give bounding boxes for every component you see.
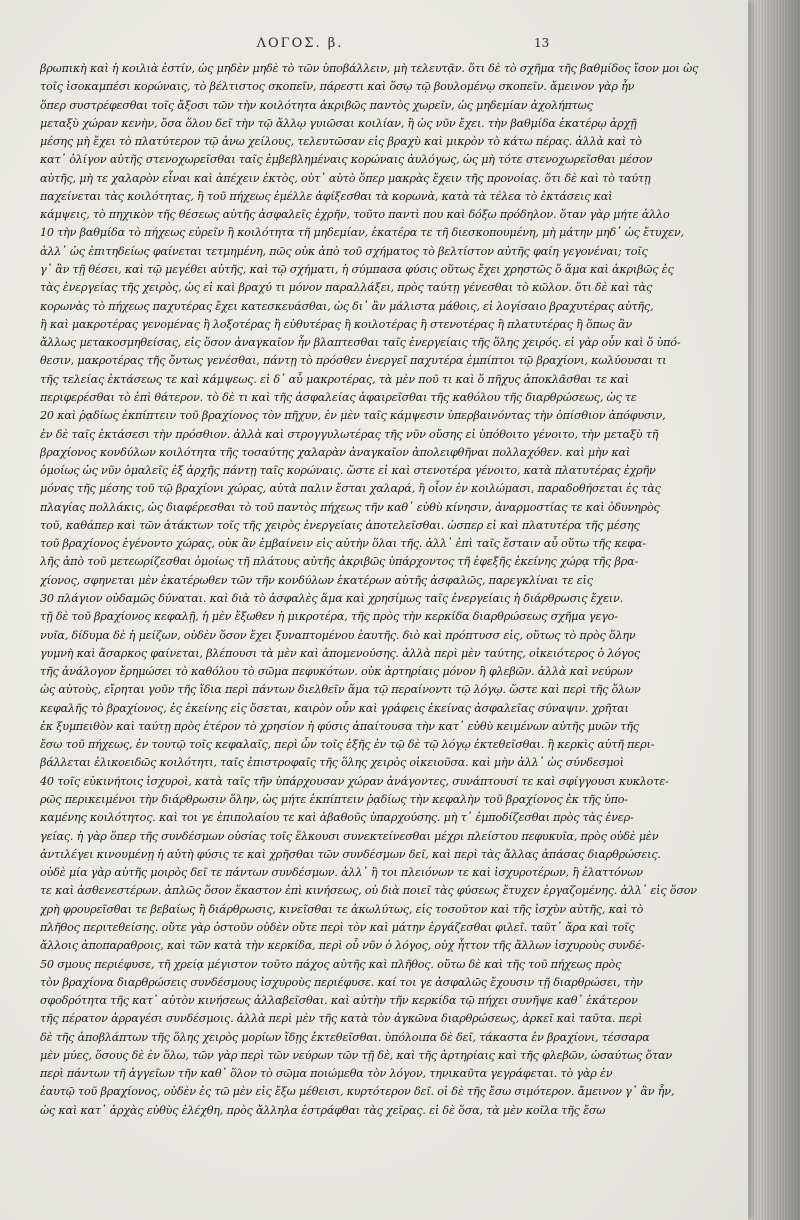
text-line: περὶ πάντων τῆ ἀγγεῖων τῆν καθ᾽ ὅλον τὸ σῶμα ποιώμεθα τὸν λόγον, τηνικαῦτα γεγράφεται. τὸ γὰρ ἐν [40,1067,613,1081]
text-line: τῆς πέρατον ἀρραγέσι συνδέσμοις. ἀλλὰ περὶ μὲν τῆς κατὰ τὸν ἀγκῶνα διαρθρώσεως, ἀρκεῖ καὶ ταῦτα. περὶ [40,1012,643,1026]
text-line: τε καὶ ἀσθενεστέρων. ἀπλῶς ὅσον ἕκαστον ἐπὶ κινήσεως, οὐ διὰ ποιεῖ τὰς φύσεως ἔτυχεν ἐργαζομένης. ἀλλ᾽ εἰς ὅσον [40,884,697,898]
text-line: 10 τὴν βαθμίδα τὸ πήχεως εὐρεῖν ἢ κοιλότητα τῆ μηδεμίαν, ἑκατέρα τε τῆ διεσκοπουμένη, μὴ μάτην μηδ᾽ ὡς ἔτυχεν, [40,226,684,240]
text-block [40,60,740,1120]
text-line: ὁμοίως ὡς νῦν ὁμαλεῖς ἐξ ἀρχῆς πάντῃ ταῖς κορώναις. ὥστε εἰ καὶ στενοτέρα γένοιτο, κατὰ πλατυτέρας ἐχρῆν [40,464,656,478]
text-line: ρῶς περικειμένοι τὴν διάρθρωσιν ὅλην, ὡς μήτε ἐκπίπτειν ῥᾳδίως τὴν κεφαλὴν τοῦ βραχίονος ἐκ τῆς ὑπο- [40,793,628,807]
text-line: ἐκ ξυμπειθὸν καὶ ταύτῃ πρὸς ἑτέρον τὸ χρησίον ἡ φύσις ἀπαίτουσα τὴν κατ᾽ εὐθὺ κειμένων αὐτῆς μυῶν τῆς [40,719,639,733]
text-line: τοῦ, καθάπερ καὶ τῶν ἀτάκτων τοῖς τῆς χειρὸς ἐνεργείαις ἀποτελεῖσθαι. ὡσπερ εἰ καὶ πλατυτέρα τῆς μέσης [40,518,640,532]
text-line: τοῖς ἰσοκαμπέσι κορώναις, τὸ βέλτιστος σκοπεῖν, πάρεστι καὶ ὅσῳ τῷ βουλομένῳ σκοπεῖν. ἄμεινον γὰρ ἦν [40,80,635,94]
text-line: τῆς τελείας ἐκτάσεως τε καὶ κάμψεως. εἰ δ᾽ αὖ μακροτέρας, τὰ μὲν ποῦ τι καὶ ὅ πῆχυς ἀποκλᾶσθαι τε καὶ [40,372,629,386]
text-line: μόνας τῆς μέσης τοῦ τῷ βραχίονι χώρας, αὐτὰ παλιν ἔσται χαλαρά, ἢ οἷον ἐν κοιλώμασι, παραδοθήσεται ἐς τὰς [40,482,661,496]
text-line: 20 καὶ ῥᾳδίως ἐκπίπτειν τοῦ βραχίονος τὸν πῆχυν, ἐν μὲν ταῖς κάμψεσιν ὑπερβαινόντας τὴν ὀπίσθιον ἀπόφυσιν, [40,409,666,423]
text-line: κάμψεις, τὸ πηχικὸν τῆς θέσεως αὐτῆς ἀσφαλεῖς ἐχρῆν, τοῦτο παντὶ που καὶ δόξω πρόδηλον. ὅταν γὰρ μήτε ἀλλο [40,208,670,222]
text-line: ἀλλ᾽ ὡς ἐπιτηδείως φαίνεται τετμημένη, πῶς οὐκ ἀπὸ τοῦ σχήματος τὸ βελτίστον αὐτῆς φαίη γεγονέναι; τοῖς [40,244,648,258]
text-line: γ᾽ ἂν τῇ θέσει, καὶ τῷ μεγέθει αὐτῆς, καὶ τῷ σχήματι, ἡ σύμπασα φύσις οὕτως ἔχει χρηστῶς ὅ ἅμα καὶ ἀκριβῶς ἐς [40,263,674,277]
text-line: χίονος, σφηνεται μὲν ἐκατέρωθεν τῶν τῆν κονδύλων ἑκατέρων αὐτῆς ἀσφαλῶς, παρεγκλίναι τε εἰς [40,573,593,587]
text-line: θεσιν, μακροτέρας τῆς ὄντως γενέσθαι, πάντῃ τὸ πρόσθεν ἐνεργεῖ παχυτέρα ἐμπίπτοι τῷ βραχίονι, κωλύουσαι τι [40,354,667,368]
text-line: περιφερέσθαι τὸ ἐπὶ θάτερον. τὸ δὲ τι καὶ τῆς ἀσφαλείας ἀφαιρεῖσθαι τῆς καθόλου τῆς διαρθρώσεως, ὡς τε [40,390,637,404]
text-line: μὲν μύες, ὅσους δὲ ἐν ὅλω, τῶν γὰρ περὶ τῶν νεύρων τῶν τῇ δὲ, καὶ τῆς ἀρτηρίαις καὶ τῆς φλεβῶν, ὡσαύτως ὅταν [40,1048,672,1062]
text-line: ὅπερ συστρέφεσθαι τοῖς ἄξοσι τῶν τὴν κοιλότητα ἀκριβῶς παντὸς χωρεῖν, ὡς μηδεμίαν ἀχολήπτως [40,98,593,112]
text-line: οὐδὲ μία γὰρ αὐτῆς μοιρὸς δεῖ τε πάντων συνδέσμων. ἀλλ᾽ ἢ τοι πλειόνων τε καὶ ἰσχυροτέρων, ἢ ἐλαττόνων [40,866,643,880]
text-line: τὰς ἐνεργείας τῆς χειρὸς, ὡς εἰ καὶ βραχύ τι μόνον παραλλάξει, πρὸς ταύτῃ γένεσθαι τὸ κῶλον. ὅτι δὲ καὶ τὰς [40,281,653,295]
text-line: κορωνὰς τὸ πήχεως παχυτέρας ἔχει κατεσκευάσθαι, ὡς δι᾽ ἂν μάλιστα μάθοις, εἰ λογίσαιο βραχυτέρας αὐτῆς, [40,299,654,313]
text-line: μεταξὺ χώραν κενὴν, ὅσα ὅλου δεῖ τὴν τῷ ἄλλῳ γυιῶσαι κοιλίαν, ἢ ὡς νῦν ἔχει. τὴν βαθμίδα ἐκατέρῳ ἀρχῇ [40,116,637,130]
text-line: ἔσω τοῦ πήχεως, ἐν τουτῷ τοῖς κεφαλαῖς, περὶ ὧν τοῖς ἑξῆς ἐν τῷ δὲ τῷ λόγῳ ἐκτεθεῖσθαι. ἢ κερκὶς αὐτῆ περι- [40,738,655,752]
text-line: κεφαλῆς τὸ βραχίονος, ἐς ἐκείνης εἰς ὅσεται, καιρὸν οὖν καὶ γράφεις ἐκείνας ἀσφαλεῖας σύναψιν. χρῆται [40,701,629,715]
text-line: 30 πλάγιον οὐδαμῶς δύναται. καὶ διὰ τὸ ἀσφαλὲς ἅμα καὶ χρησίμως ταῖς ἐνεργείαις ἡ διάρθρωσις ἔχειν. [40,592,623,605]
text-line: τῇ δὲ τοῦ βραχίονος κεφαλῇ, ἡ μὲν ἔξωθεν ἡ μικροτέρα, τῆς πρὸς τὴν κερκίδα διαρθρώσεως σχῆμα γεγο- [40,610,618,624]
text-line: ἐν δὲ ταῖς ἐκτάσεσι τὴν πρόσθιον. ἀλλὰ καὶ στρογγυλωτέρας τῆς νῦν οὔσης εἰ ὑπόθοιτο γένοιτο, τὴν μεταξὺ τῆ [40,427,659,441]
text-line: βραχίονος κονδύλων κοιλότητα τῆς τοσαύτης χαλαρὰν ἀναγκαῖον ἀπολειφθῆναι πολλαχόθεν. καὶ μὴν καὶ [40,445,631,459]
text-line: παχείνεται τὰς κοιλότητας, ἢ τοῦ πήχεως ἐμέλλε ἀφίξεσθαι τὰ κορωνὰ, κατὰ τὰ τέλεα τὸ ἐκτάσεις καὶ [40,189,613,203]
text-line: 50 σμους περιέφυσε, τῆ χρείᾳ μέγιστον τοῦτο πάχος αὐτῆς καὶ πλῆθος. οὕτω δὲ καὶ τῆς τοῦ πήχεως πρὸς [40,957,622,971]
text-line: πλαγίας πολλάκις, ὡς διαφέρεσθαι τὸ τοῦ παντὸς πήχεως τῆν καθ᾽ εὐθὺ κίνησιν, ἀναρμοστίας τε καὶ ὀδυνηρὸς [40,500,660,514]
page-edges [748,0,800,1220]
text-line: γείας. ἡ γὰρ ὅπερ τῆς συνδέσμων οὐσίας τοῖς ἕλκουσι συνεκτείνεσθαι μέχρι πλείστου πεφυκυῖα, πρὸς οὐδὲ μὲν [40,829,659,843]
text-line: γυμνὴ καὶ ἄσαρκος φαίνεται, βλέπουσι τὰ μὲν καὶ ἀπομενούσης. ἀλλὰ περὶ μὲν ταύτης, οἰκειότερος ὁ λόγος [40,646,640,660]
text-line: τὸν βραχίονα διαρθρώσεις συνδέσμους ἰσχυροὺς περιέφυσε. καί τοι γε ἀσφαλῶς ἔχουσιν τῇ διαρθρώσει, τὴν [40,975,643,989]
text-line: σφοδρότητα τῆς κατ᾽ αὐτὸν κινήσεως ἀλλαβεῖσθαι. καὶ αὐτὴν τῆν κερκίδα τῷ πήχει συνῆψε καθ᾽ ἑκάτερον [40,994,638,1008]
text-line: δὲ τῆς ἀποβλάπτων τῆς ὅλης χειρὸς μορίων ἴδῃς ἐκτεθεῖσθαι. ὑπόλοιπα δὲ δεῖ, τάκαστα ἐν βραχίονι, τέσσαρα [40,1030,650,1044]
text-line: καμένης κοιλότητος. καὶ τοι γε ἐπιπολαίου τε καὶ ἀβαθοῦς ὑπαρχούσης. μὴ τ᾽ ἐμποδίζεσθαι πρὸς τὰς ἐνερ- [40,811,634,825]
text-line: ὡς αὐτοὺς, εἴρηται γοῦν τῆς ἴδια περὶ πάντων διελθεῖν ἅμα τῷ περαίνοντι τῷ λόγῳ. ὥστε καὶ περὶ τῆς ὅλων [40,683,641,697]
page-header [200,36,600,58]
text-line: ἄλλοις ἀποπαραθροις, καὶ τῶν κατὰ τὴν κερκίδα, περὶ οὗ νῦν ὁ λόγος, οὐχ ἧττον τῆς ἄλλων ἰσχυροὺς συνδέ- [40,939,645,953]
text-line: βρωπικὴ καὶ ἡ κοιλιὰ ἐστίν, ὡς μηδὲν μηδὲ τὸ τῶν ὑποβάλλειν, μὴ τελευτᾷν. ὅτι δὲ τὸ σχῆμα τῆς βαθμίδος ἴσον μοι ὡς [40,62,699,75]
running-head: ΛΟΓΟΣ. β. [256,36,344,51]
text-line: πλῆθος περιτεθείσης. οὔτε γὰρ ὀστοῦν οὐδὲν οὔτε περὶ τὸν καὶ μάτην ἐργάζεσθαι φιλεῖ. ταῦτ᾽ ἄρα καὶ τοῖς [40,920,635,934]
text-line: χρὴ φρουρεῖσθαι τε βεβαίως ἢ διάρθρωσις, κινεῖσθαι τε ἀκωλύτως, εἰς τοσοῦτον καὶ τῆς ἰσχὺν αὐτῆς, καὶ τὸ [40,902,644,916]
text-line: ἄλλως μετακοσμηθείσας, εἰς ὅσον ἀναγκαῖον ἦν βλαπτεσθαι ταῖς ἐνεργείαις τῆς ὅλης χειρός. εἰ γὰρ οὖν καὶ ὅ ὑπό- [40,336,681,350]
text-line: μέσης μὴ ἔχει τὸ πλατύτερον τῷ ἀνω χείλους, τελευτῶσαν εἰς βραχὺ καὶ μικρὸν τὸ κάτω πέρας. ἀλλὰ καὶ τὸ [40,135,642,149]
text-line: αὐτῆς, μὴ τε χαλαρὸν εἶναι καὶ ἀπέχειν ἐκτὸς, οὐτ᾽ αὐτὸ ὅπερ μακρὰς ἔχειν τῆς προνοίας. ὅτι δὲ καὶ τὸ ταύτῃ [40,171,651,185]
text-line: κατ᾽ ὀλίγον αὐτῆς στενοχωρεῖσθαι ταῖς ἐμβεβλημέναις κορώναις ἀυλόγως, ὡς μὴ τότε στενοχωρεῖσθαι μέσον [40,153,653,167]
text-line: ἀντιλέγει κινουμένῃ ἡ αὐτὴ φύσις τε καὶ χρῆσθαι τῶν συνδέσμων δεῖ, καὶ περὶ τὰς ἄλλας ἀπάσας διαρθρώσεις. [40,847,661,861]
page-number: 13 [534,36,550,50]
text-line: τοῦ βραχίονος ἐγένοντο χώρας, οὐκ ἂν ἐμβαίνειν εἰς αὐτὴν ὅλαι τῆς. ἀλλ᾽ ἐπὶ ταῖς ἔσταιν αὖ οὕτω τῆς κεφα- [40,537,646,551]
text-line: λῆς ἀπὸ τοῦ μετεωρίζεσθαι ὁμοίως τῆ πλάτους αὐτῆς ἀκριβῶς ὑπάρχοντος τῆ ἐφεξῆς ἐκείνης χώρᾳ τῆς βρα- [40,555,639,569]
text-line: βάλλεται ἐλικοειδῶς κοιλότητι, ταῖς ἐπιστροφαῖς τῆς ὅλης χειρὸς οἰκειοῦσα. καὶ μὴν ἀλλ᾽ ὡς σύνδεσμοὶ [40,756,624,770]
text-line: ἑαυτῷ τοῦ βραχίονος, οὐδὲν ἐς τῶ μὲν εἰς ἔξω μέθεισι, κυρτότερον δεῖ. οἱ δὲ τῆς ἔσω σιμότερον. ἄμεινον γ᾽ ἂν ἦν, [40,1085,675,1099]
text-line: νυῖα, δίδυμα δὲ ἡ μείζων, οὐδὲν ὅσον ἔχει ξυναπτομένου ἑαυτῆς. διὸ καὶ πρόπτυσσ εἰς, οὕτως τὸ πρὸς ὅλην [40,628,636,642]
text-line: τῆς ἀνάλογον ἔρημώσει τὸ καθόλου τὸ σῶμα πεφυκότων. οὐκ ἀρτηρίαις μόνον ἢ φλεβῶν. ἀλλὰ καὶ νεύρων [40,665,633,679]
text-line: ἢ καὶ μακροτέρας γενομένας ἢ λοξοτέρας ἢ εὐθυτέρας ἢ κοιλοτέρας ἢ στενοτέρας ἢ πλατυτέρας ἢ ὅπως ἂν [40,317,632,331]
text-line: 40 τοῖς εὐκινήτοις ἰσχυροὶ, κατὰ ταῖς τῆν ὑπάρχουσαν χώραν ἀνάγοντες, συνάπτουσί τε καὶ σφίγγουσι κυκλοτε- [40,774,669,788]
text-line: ὡς καὶ κατ᾽ ἀρχὰς εὐθὺς ἐλέχθη, πρὸς ἄλληλα ἐστράφθαι τὰς χεῖρας. εἰ δὲ ὅσα, τὰ μὲν κοῖλα τῆς ἔσω [40,1103,606,1117]
